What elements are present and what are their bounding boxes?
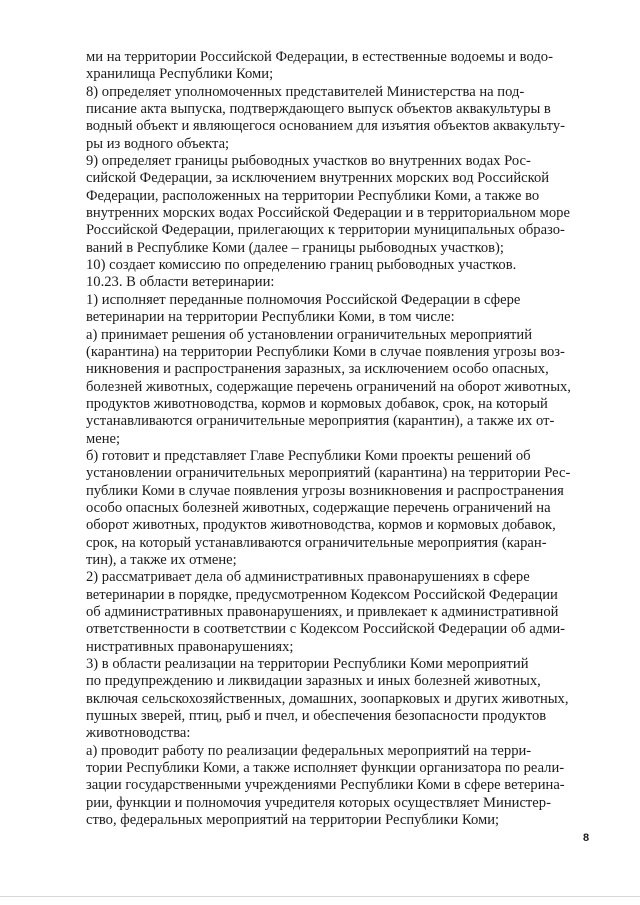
- paragraph-item-3: 3) в области реализации на территории Республики Коми мероприятий по предупреждению и ликвидации заразных и иных болезней животных, включая сельскохозяйственных, домашних, зоопарковых и других животных, пушных зверей, птиц, рыб и пчел, и обеспечения безопасности продуктов животноводства:: [86, 656, 569, 742]
- paragraph-item-8: 8) определяет уполномоченных представителей Министерства на под- писание акта выпуска, подтверждающего выпуск объектов аквакультуры в водный объект и являющегося основанием для изъятия объектов аквакульту- ры из водного объекта;: [86, 83, 565, 152]
- paragraph-item-9: 9) определяет границы рыбоводных участков во внутренних водах Рос- сийской Федерации, за исключением внутренних морских вод Российской Федерации, расположенных на территории Республики Коми, а также во внутренних морских водах Российской Федерации и в территориальном море Российской Федерации, прилегающих к территории муниципальных образо- ваний в Республике Коми (далее – границы рыбоводных участков);: [86, 153, 570, 256]
- paragraph-item-3-subitem-a: а) проводит работу по реализации федеральных мероприятий на терри- тории Республики Коми, а также исполняет функции организатора по реали- зации государственными учреждениями Республики Коми в сфере ветерина- рии, функции и полномочия учредителя которых осуществляет Министер- ство, федеральных мероприятий на территории Республики Коми;: [86, 742, 565, 829]
- paragraph-subitem-b: б) готовит и представляет Главе Республики Коми проекты решений об установлении ограничительных мероприятий (карантина) на территории Рес- публики Коми в случае появления угрозы возникновения и распространения особо опасных болезней животных, содержащие перечень ограничений на оборот животных, продуктов животноводства, кормов и кормовых добавок, срок, на который устанавливаются ограничительные мероприятия (каран- тин), а также их отмене;: [86, 447, 571, 568]
- paragraph-subitem-a: а) принимает решения об установлении ограничительных мероприятий (карантина) на территории Республики Коми в случае появления угрозы воз- никновения и распространения заразных, за исключением особо опасных, болезней животных, содержащие перечень ограничений на оборот животных, продуктов животноводства, кормов и кормовых добавок, срок, на который устанавливаются ограничительные мероприятия (карантин), а также их от- мене;: [86, 326, 571, 447]
- paragraph-continuation: ми на территории Российской Федерации, в естественные водоемы и водо- хранилища Республики Коми;: [86, 49, 553, 83]
- page-number: 8: [583, 832, 590, 844]
- scan-edge-line: [0, 896, 640, 897]
- paragraph-item-2: 2) рассматривает дела об административных правонарушениях в сфере ветеринарии в порядке, предусмотренном Кодексом Российской Федерации об административных правонарушениях, и привлекает к административной ответственности в соответствии с Кодексом Российской Федерации об адми- нистративных правонарушениях;: [86, 569, 566, 655]
- document-body: [86, 49, 587, 829]
- paragraph-item-1: 1) исполняет переданные полномочия Российской Федерации в сфере ветеринарии на территории Республики Коми, в том числе:: [86, 291, 521, 326]
- paragraph-item-10: 10) создает комиссию по определению границ рыбоводных участков.: [86, 257, 517, 274]
- section-heading-10-23: 10.23. В области ветеринарии:: [86, 274, 275, 291]
